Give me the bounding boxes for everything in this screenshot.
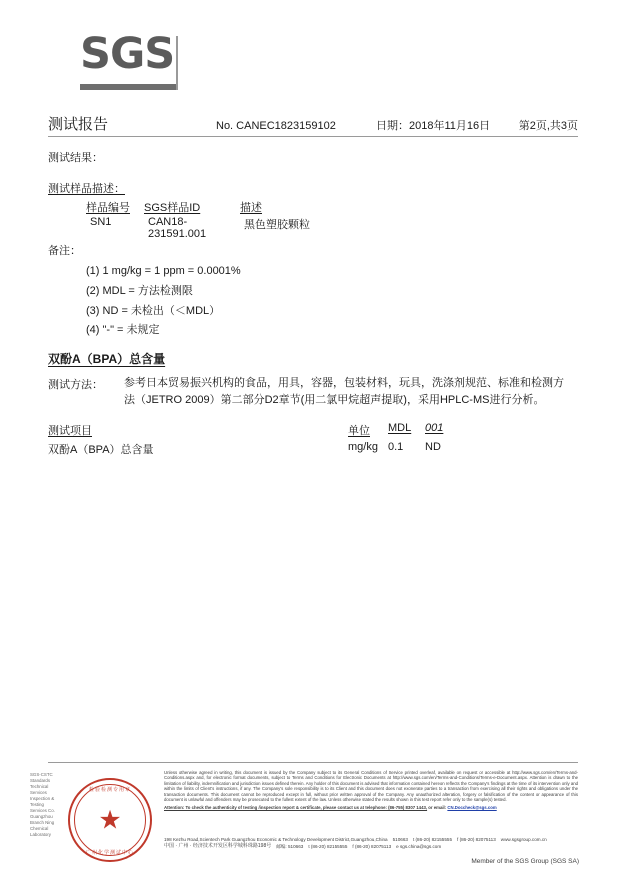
logo-underline-bar <box>80 84 178 90</box>
result-col-unit: 单位 <box>348 425 370 437</box>
attention-email-label: or email: <box>428 805 448 811</box>
remark-item: (4) "-" = 未规定 <box>86 324 160 336</box>
zipcode-cn: 邮编: 510663 <box>276 844 304 849</box>
zipcode-en: 510663 <box>392 837 408 842</box>
sgs-logo-text: SGS <box>80 29 175 79</box>
result-col-mdl: MDL <box>388 422 412 434</box>
header-divider <box>48 136 578 137</box>
logo-vertical-tick <box>176 36 178 90</box>
sample-col-no: 样品编号 <box>86 202 130 214</box>
sample-description-label: 测试样品描述： <box>48 183 125 195</box>
address-row-cn <box>164 843 578 850</box>
report-header-row <box>48 113 578 134</box>
fax-cn: f (86-20) 82075113 <box>352 844 392 849</box>
sample-cell-id: CAN18-231591.001 <box>148 216 207 240</box>
address-row-en <box>164 836 578 843</box>
stamp-side-line-2: Inspection & Testing Services Co. <box>30 796 55 813</box>
test-method-line-1: 参考日本贸易振兴机构的食品，用具，容器，包装材料，玩具，洗涤剂规范、标准和检测方 <box>124 377 564 389</box>
sgs-logo <box>80 29 180 79</box>
sample-table-header <box>86 199 386 215</box>
table-row <box>86 216 406 240</box>
results-label: 测试结果： <box>48 152 103 164</box>
doccheck-email-link[interactable]: CN.Doccheck@sgs.com <box>447 805 497 811</box>
legal-disclaimer <box>164 770 578 814</box>
attention-notice <box>164 805 578 810</box>
result-cell-item: 双酚A（BPA）总含量 <box>48 444 154 456</box>
sample-cell-no: SN1 <box>90 216 112 228</box>
star-icon: ★ <box>98 804 122 835</box>
seal-top-text: 检验检测专用章 <box>88 787 131 793</box>
address-cn: 中国 · 广州 · 经济技术开发区科学城科珠路198号 <box>164 843 272 849</box>
tel-cn: t (86-20) 82155555 <box>308 844 348 849</box>
seal-bottom-text: 广州化学测试中心 <box>85 850 134 856</box>
result-cell-mdl: 0.1 <box>388 441 404 453</box>
result-col-item: 测试项目 <box>48 425 92 437</box>
test-method-line-2: 法（JETRO 2009）第二部分D2章节(用二氯甲烷超声提取)，采用HPLC-MS进行分析。 <box>124 394 545 406</box>
result-col-sample: 001 <box>425 422 444 434</box>
sample-col-id: SGS样品ID <box>144 202 201 214</box>
address-en: 198 Kezhu Road,Scientech Park Guangzhou Economic & Technology Development District,Guangzhou,China <box>164 837 388 842</box>
footer-address <box>164 836 578 850</box>
stamp-side-line-3: Guangzhou Branch Ning Chemical Laboratory <box>30 814 55 837</box>
website-link[interactable]: www.sgsgroup.com.cn <box>500 837 547 842</box>
remark-item: (1) 1 mg/kg = 1 ppm = 0.0001% <box>86 265 241 277</box>
email-link[interactable]: e sgs.china@sgs.com <box>396 844 442 849</box>
result-cell-value: ND <box>425 441 441 453</box>
remark-item: (3) ND = 未检出（＜MDL） <box>86 305 221 317</box>
stamp-side-line-1: SGS-CSTC Standards Technical Services <box>30 772 53 795</box>
result-cell-unit: mg/kg <box>348 441 378 453</box>
test-method-label: 测试方法： <box>48 379 103 391</box>
page-title: 测试报告 <box>48 116 109 133</box>
report-date: 日期：2018年11月16日 <box>376 120 491 132</box>
remark-label: 备注： <box>48 245 81 257</box>
page-number: 第2页,共3页 <box>518 120 578 132</box>
fax-en: f (86-20) 82075113 <box>457 837 496 842</box>
remark-item: (2) MDL = 方法检测限 <box>86 285 193 297</box>
report-number: No. CANEC1823159102 <box>216 120 336 132</box>
footer-divider <box>48 762 578 763</box>
sample-col-desc: 描述 <box>240 202 262 214</box>
attention-text: Attention: To check the authenticity of testing /inspection report & certificate, please contact us at telephone: (86-755) 8307 1443, <box>164 805 428 811</box>
member-of-group-note: Member of the SGS Group (SGS SA) <box>471 858 579 865</box>
tel-en: t (86-20) 82155555 <box>412 837 453 842</box>
legal-paragraph: Unless otherwise agreed in writing, this document is issued by the Company subject to its General Conditions of Service printed overleaf, available on request or accessible at http://www.sgs.com/en/Terms-and-Conditions.aspx and, for electronic format documents, subject to Terms and Conditions for Electronic Documents at http://www.sgs.com/en/Terms-and-Conditions/Terms-e-Document.aspx. Attention is drawn to the limitation of liability, indemnification and jurisdiction issues defined therein. Any holder of this document is advised that information contained hereon reflects the Company's findings at the time of its intervention only and within the limits of Client's instructions, if any. The Company's sole responsibility is to its Client and this document does not exonerate parties to a transaction from exercising all their rights and obligations under the transaction documents. This document cannot be reproduced except in full, without prior written approval of the Company. Any unauthorized alteration, forgery or falsification of the content or appearance of this document is unlawful and offenders may be prosecuted to the fullest extent of the law. Unless otherwise stated the results shown in this test report refer only to the sample(s) tested. <box>164 770 578 803</box>
section-title-bpa: 双酚A（BPA）总含量 <box>48 352 166 366</box>
stamp-side-text <box>30 772 56 862</box>
sample-cell-desc: 黑色塑胶颗粒 <box>244 219 310 231</box>
company-seal <box>62 772 158 868</box>
